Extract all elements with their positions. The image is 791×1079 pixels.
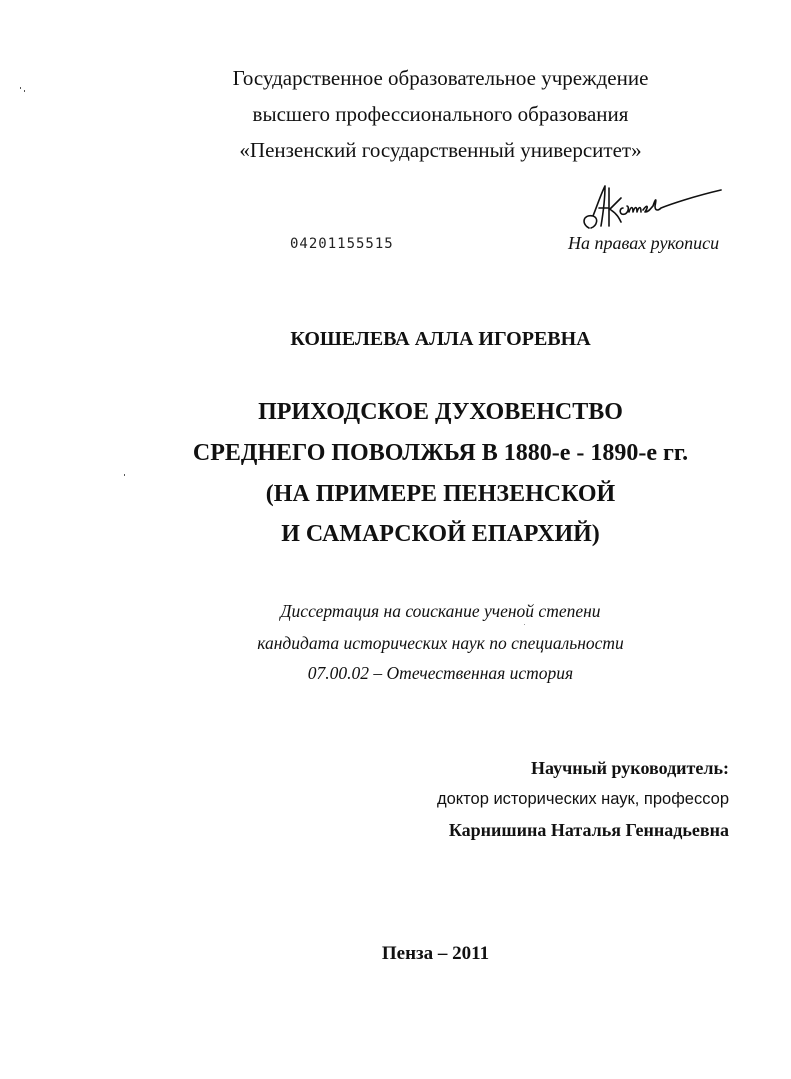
scan-speck <box>20 87 21 89</box>
city-year: Пенза – 2011 <box>381 943 490 964</box>
registry-code: 04201155515 <box>290 236 394 252</box>
institution-line-1: Государственное образовательное учреждение <box>232 66 649 90</box>
description-line-1: Диссертация на соискание ученой степени <box>280 601 601 621</box>
signature-icon <box>575 178 735 234</box>
supervisor-degree: доктор исторических наук, профессор <box>436 790 729 808</box>
rights-note: На правах рукописи <box>568 233 720 253</box>
scan-speck <box>24 90 25 92</box>
description-line-2: кандидата исторических наук по специальности <box>257 633 624 653</box>
supervisor-label: Научный руководитель: <box>531 758 729 778</box>
author-name: КОШЕЛЕВА АЛЛА ИГОРЕВНА <box>290 328 591 350</box>
supervisor-name: Карнишина Наталья Геннадьевна <box>448 820 729 840</box>
title-line-1: ПРИХОДСКОЕ ДУХОВЕНСТВО <box>258 399 623 425</box>
title-line-3: (НА ПРИМЕРЕ ПЕНЗЕНСКОЙ <box>265 481 616 507</box>
description-line-3: 07.00.02 – Отечественная история <box>307 663 574 683</box>
title-line-4: И САМАРСКОЙ ЕПАРХИЙ) <box>281 521 600 547</box>
scan-speck <box>124 474 125 476</box>
institution-line-3: «Пензенский государственный университет» <box>239 138 642 162</box>
title-line-2: СРЕДНЕГО ПОВОЛЖЬЯ В 1880-е - 1890-е гг. <box>192 440 689 466</box>
scan-speck <box>524 624 525 625</box>
institution-line-2: высшего профессионального образования <box>252 102 629 126</box>
